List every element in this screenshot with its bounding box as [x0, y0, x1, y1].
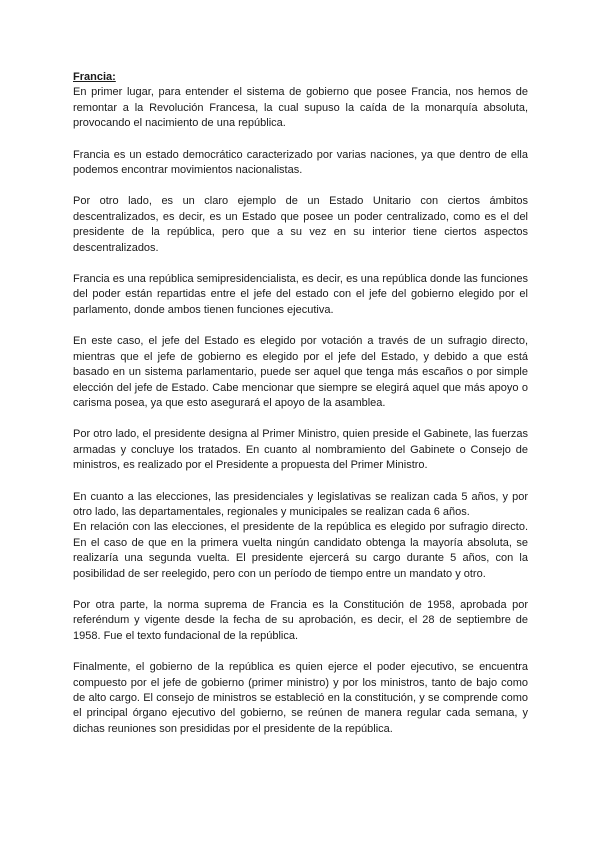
paragraph-government: Finalmente, el gobierno de la república es quien ejerce el poder ejecutivo, se encuentra compuesto por el jefe de gobierno (primer ministro) y por los ministros, tanto de bajo como de alto cargo. El consejo de ministros se estableció en la constitución, y se comprende como el principal órgano ejecutivo del gobierno, se reúnen de manera regular cada semana, y dichas reuniones son presididas por el presidente de la república. — [73, 661, 528, 735]
paragraph-origin: En primer lugar, para entender el sistema de gobierno que posee Francia, nos hemos de remontar a la Revolución Francesa, la cual supuso la caída de la monarquía absoluta, provocando el nacimiento de una república. — [73, 86, 528, 130]
paragraph-semipresidential: Francia es una república semipresidencialista, es decir, es una república donde las funciones del poder están repartidas entre el jefe del estado con el jefe del gobierno elegido por el parlamento, donde ambos tienen funciones ejecutiva. — [73, 273, 528, 316]
document-title: Francia: — [73, 71, 116, 83]
document-page — [73, 70, 528, 753]
paragraph-unitary-state: Por otro lado, es un claro ejemplo de un Estado Unitario con ciertos ámbitos descentralizados, es decir, es un Estado que posee un poder centralizado, como es el del presidente de la república, pero que a su vez en su interior tiene ciertos aspectos descentralizados. — [73, 195, 528, 254]
paragraph-constitution: Por otra parte, la norma suprema de Francia es la Constitución de 1958, aprobada por referéndum y vigente desde la fecha de su aprobación, es decir, el 28 de septiembre de 1958. Fue el texto fundacional de la república. — [73, 598, 528, 642]
paragraph-presidential-election: En relación con las elecciones, el presidente de la república es elegido por sufragio directo. En el caso de que en la primera vuelta ningún candidato obtenga la mayoría absoluta, se realizaría una segunda vuelta. El presidente ejercerá su cargo durante 5 años, con la posibilidad de ser reelegido, pero con un período de tiempo entre un mandato y otro. — [73, 521, 528, 580]
paragraph-elections: En cuanto a las elecciones, las presidenciales y legislativas se realizan cada 5 años, y por otro lado, las departamentales, regionales y municipales se realizan cada 6 años. — [73, 490, 528, 518]
paragraph-head-of-state: En este caso, el jefe del Estado es elegido por votación a través de un sufragio directo, mientras que el jefe de gobierno es elegido por el jefe del Estado, y debido a que está basado en un sistema parlamentario, puede ser aquel que tenga más escaños o por simple elección del jefe de Estado. Cabe mencionar que siempre se elegirá aquel que más apoyo o carisma posea, ya que esto asegurará el apoyo de la asamblea. — [73, 335, 528, 409]
paragraph-democratic-state: Francia es un estado democrático caracterizado por varias naciones, ya que dentro de ella podemos encontrar movimientos nacionalistas. — [73, 148, 528, 177]
paragraph-prime-minister: Por otro lado, el presidente designa al Primer Ministro, quien preside el Gabinete, las fuerzas armadas y concluye los tratados. En cuanto al nombramiento del Gabinete o Consejo de ministros, es realizado por el Presidente a propuesta del Primer Ministro. — [73, 428, 528, 472]
